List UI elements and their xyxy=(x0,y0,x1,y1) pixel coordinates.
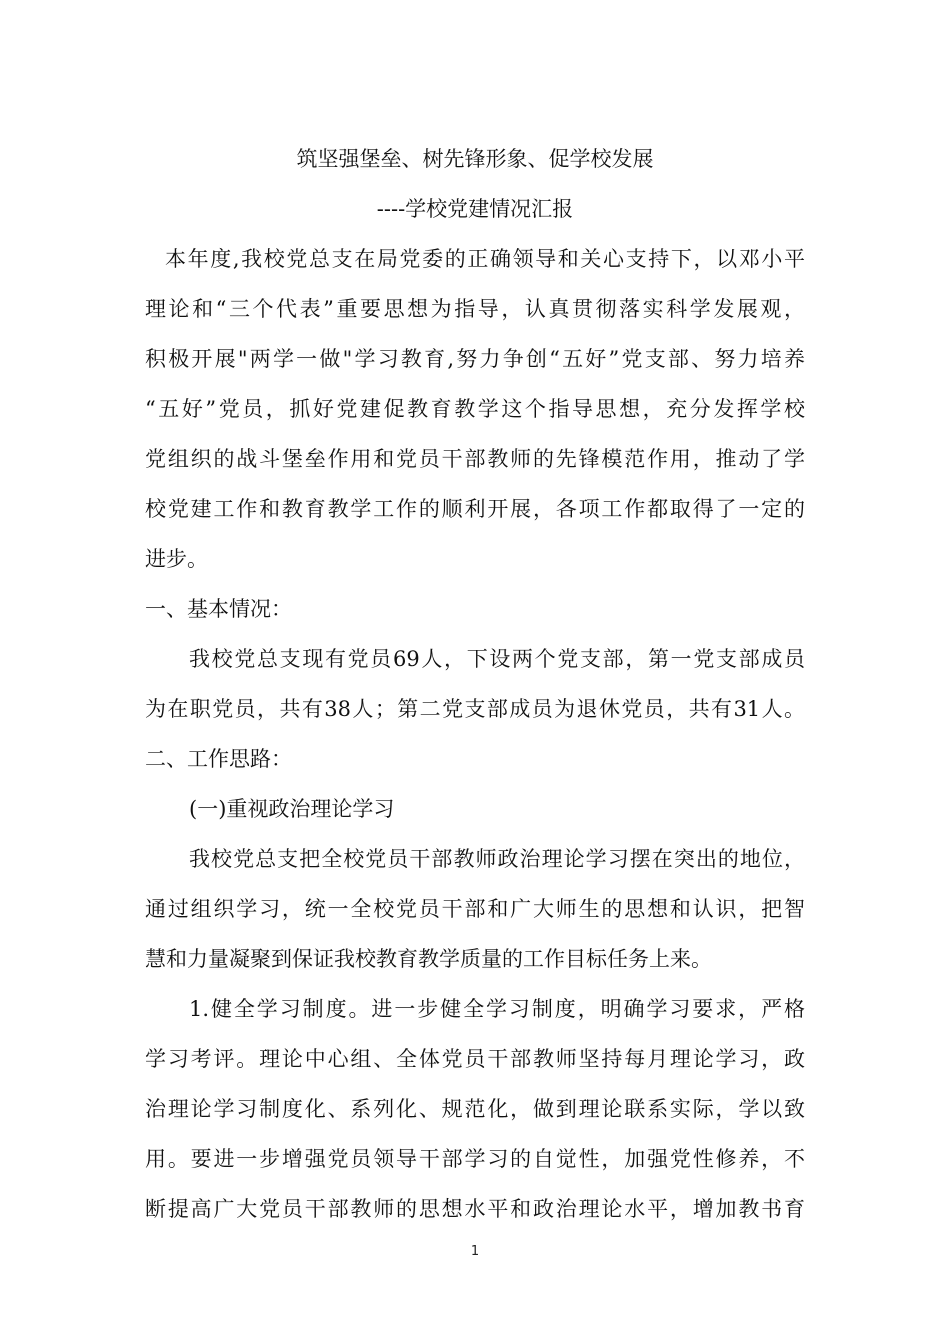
paragraph-line: 校党建工作和教育教学工作的顺利开展，各项工作都取得了一定的 xyxy=(145,497,805,521)
paragraph-line: “五好”党员，抓好党建促教育教学这个指导思想，充分发挥学校 xyxy=(145,397,805,421)
paragraph-line: 断提高广大党员干部教师的思想水平和政治理论水平，增加教书育 xyxy=(145,1197,805,1221)
section-heading: 二、工作思路： xyxy=(145,747,292,771)
paragraph-line: 我校党总支把全校党员干部教师政治理论学习摆在突出的地位， xyxy=(189,847,805,871)
paragraph-line: 用。要进一步增强党员领导干部学习的自觉性，加强党性修养，不 xyxy=(145,1147,805,1171)
paragraph-line: 党组织的战斗堡垒作用和党员干部教师的先锋模范作用，推动了学 xyxy=(145,447,805,471)
document-title: 筑坚强堡垒、树先锋形象、促学校发展 xyxy=(296,147,654,171)
paragraph-line: 本年度,我校党总支在局党委的正确领导和关心支持下，以邓小平 xyxy=(165,247,805,271)
paragraph-line: 我校党总支现有党员69人，下设两个党支部，第一党支部成员 xyxy=(189,647,805,671)
page-number: 1 xyxy=(470,1244,480,1259)
paragraph-line: 1.健全学习制度。进一步健全学习制度，明确学习要求，严格 xyxy=(189,997,805,1021)
paragraph-line: 慧和力量凝聚到保证我校教育教学质量的工作目标任务上来。 xyxy=(145,947,712,971)
section-heading: 一、基本情况： xyxy=(145,597,292,621)
paragraph-line: 理论和“三个代表”重要思想为指导，认真贯彻落实科学发展观， xyxy=(145,297,805,321)
paragraph-line: 积极开展"两学一做"学习教育,努力争创“五好”党支部、努力培养 xyxy=(145,347,805,371)
paragraph-line: 为在职党员，共有38人；第二党支部成员为退休党员，共有31人。 xyxy=(145,697,805,721)
paragraph-line: 学习考评。理论中心组、全体党员干部教师坚持每月理论学习，政 xyxy=(145,1047,805,1071)
subsection-heading: (一)重视政治理论学习 xyxy=(189,797,395,821)
paragraph-line: 进步。 xyxy=(145,547,208,571)
document-subtitle: ----学校党建情况汇报 xyxy=(376,197,574,221)
paragraph-line: 通过组织学习，统一全校党员干部和广大师生的思想和认识，把智 xyxy=(145,897,805,921)
paragraph-line: 治理论学习制度化、系列化、规范化，做到理论联系实际，学以致 xyxy=(145,1097,805,1121)
document-body xyxy=(145,134,805,1234)
